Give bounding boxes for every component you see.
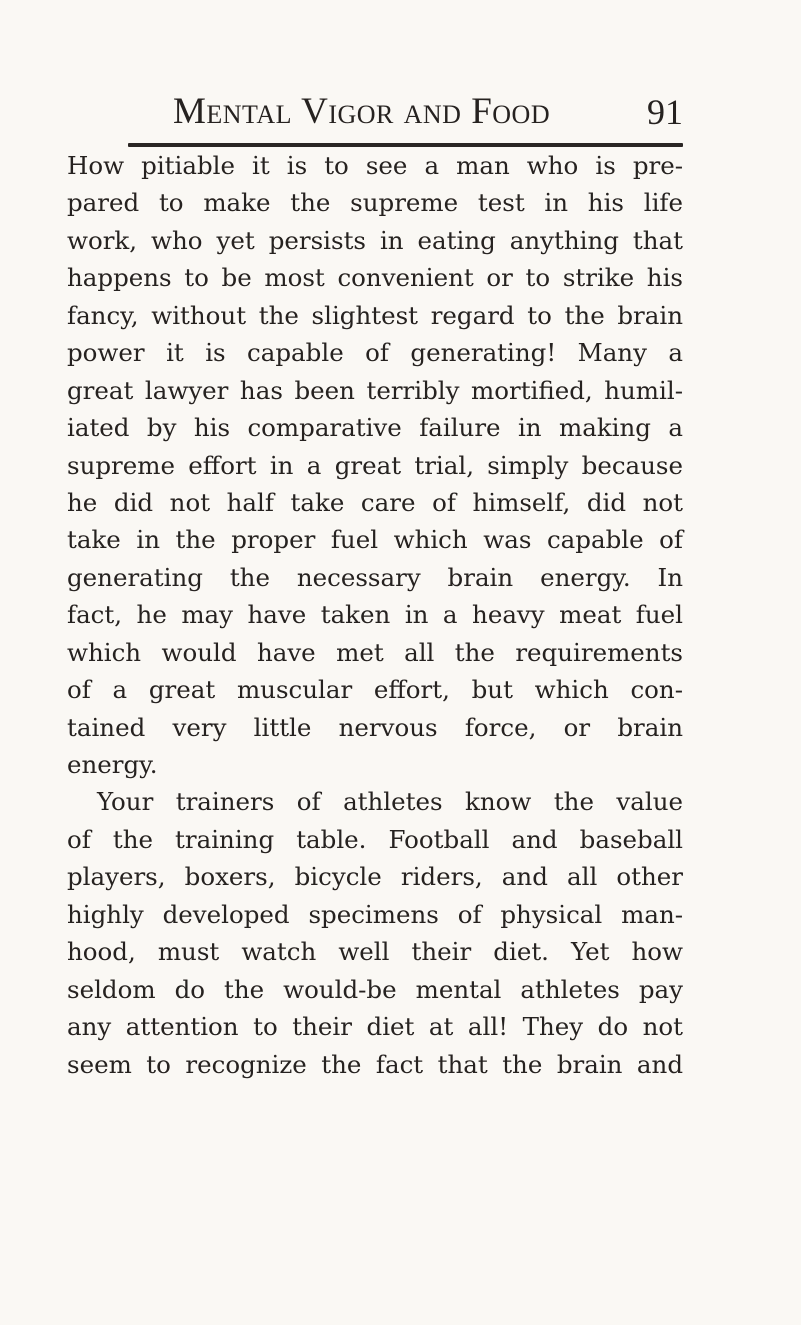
text-line: Your trainers of athletes know the value <box>97 787 683 817</box>
paragraph <box>67 147 683 783</box>
text-line: work, who yet persists in eating anything that <box>67 225 683 255</box>
text-line: seldom do the would-be mental athletes pay <box>67 974 683 1004</box>
text-line: hood, must watch well their diet. Yet how <box>67 937 683 967</box>
text-line: fact, he may have taken in a heavy meat fuel <box>67 600 683 630</box>
text-line: tained very little nervous force, or brain <box>67 712 683 742</box>
text-line: generating the necessary brain energy. In <box>67 562 683 592</box>
text-line: seem to recognize the fact that the brain and <box>67 1049 683 1079</box>
text-line: power it is capable of generating! Many a <box>67 338 683 368</box>
running-head <box>173 92 683 132</box>
body-text <box>67 147 683 1083</box>
text-line: take in the proper fuel which was capable of <box>67 525 683 555</box>
text-line: fancy, without the slightest regard to the brain <box>67 300 683 330</box>
text-line: iated by his comparative failure in making a <box>67 413 683 443</box>
paragraph <box>67 783 683 1083</box>
text-line: he did not half take care of himself, did not <box>67 487 683 517</box>
text-line: energy. <box>67 750 158 779</box>
text-line: highly developed specimens of physical man- <box>67 899 683 929</box>
text-line: of a great muscular effort, but which con- <box>67 675 683 705</box>
text-line: players, boxers, bicycle riders, and all other <box>67 862 683 892</box>
page-number: 91 <box>647 92 683 132</box>
running-head-title: Mental Vigor and Food <box>173 91 551 132</box>
text-line: great lawyer has been terribly mortified, humil- <box>67 375 683 405</box>
text-line: any attention to their diet at all! They do not <box>67 1012 683 1042</box>
text-line: pared to make the supreme test in his life <box>67 188 683 218</box>
text-line: of the training table. Football and baseball <box>67 824 683 854</box>
text-line: How pitiable it is to see a man who is pre- <box>67 151 683 180</box>
text-line: which would have met all the requirements <box>67 637 683 667</box>
text-line: happens to be most convenient or to strike his <box>67 263 683 293</box>
text-line: supreme effort in a great trial, simply because <box>67 450 683 480</box>
